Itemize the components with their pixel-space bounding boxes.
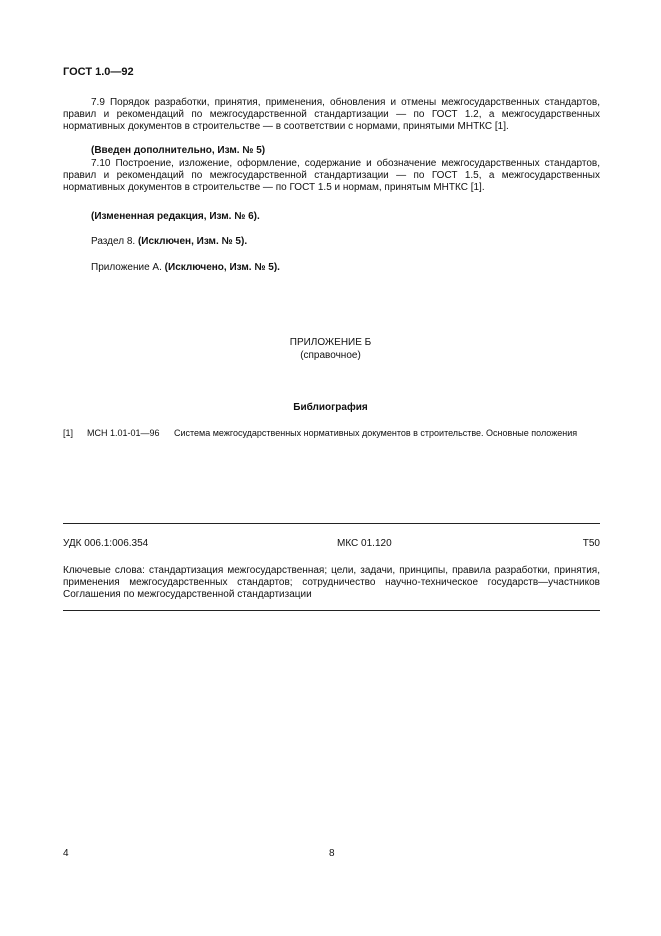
section-8-note: (Исключен, Изм. № 5). [137, 236, 248, 247]
appendix-a-note: (Исключено, Изм. № 5). [164, 262, 280, 273]
appendix-b-subtitle: (справочное) [300, 350, 361, 361]
amendment-note-1: (Введен дополнительно, Изм. № 5) [91, 145, 266, 156]
amendment-note-2: (Измененная редакция, Изм. № 6). [91, 211, 260, 222]
page-number: 8 [329, 848, 335, 859]
document-code: ГОСТ 1.0—92 [63, 66, 134, 78]
section-8-label: Раздел 8. [91, 236, 136, 247]
t-code: Т50 [582, 538, 600, 549]
section-8-line [91, 236, 247, 247]
footer-left-number: 4 [63, 848, 69, 859]
paragraph-7-10: 7.10 Построение, изложение, оформление, содержание и обозначение межгосударственных стандартов, правил и рекомендаций по межгосударственной стандартизации — по ГОСТ 1.5, а межгосударственных нормативных документов в строительстве — по ГОСТ 1.5 и нормам, принятым МНТКС [1]. [63, 158, 600, 193]
reference-text: Система межгосударственных нормативных документов в строительстве. Основные положения [174, 428, 578, 438]
appendix-b-title: ПРИЛОЖЕНИЕ Б [289, 337, 372, 348]
reference-code: МСН 1.01-01—96 [87, 428, 160, 438]
udk-code: УДК 006.1:006.354 [63, 538, 149, 549]
paragraph-7-9: 7.9 Порядок разработки, принятия, применения, обновления и отмены межгосударственных стандартов, правил и рекомендаций по межгосударственной стандартизации — по ГОСТ 1.2, а межгосударственных нормативных документов в строительстве — в соответствии с нормами, принятыми МНТКС [1]. [63, 97, 600, 132]
appendix-a-label: Приложение А. [91, 262, 162, 273]
bibliography-heading: Библиография [293, 402, 368, 413]
keywords-text: Ключевые слова: стандартизация межгосударственная; цели, задачи, принципы, правила разработки, принятия, применения межгосударственных стандартов; сотрудничество научно-техническое государств—участников Соглашения по межгосударственной стандартизации [63, 565, 600, 600]
divider-top [63, 523, 600, 524]
divider-bottom [63, 610, 600, 611]
mks-code: МКС 01.120 [337, 538, 392, 549]
appendix-a-line [91, 262, 280, 273]
reference-number: [1] [63, 428, 74, 438]
